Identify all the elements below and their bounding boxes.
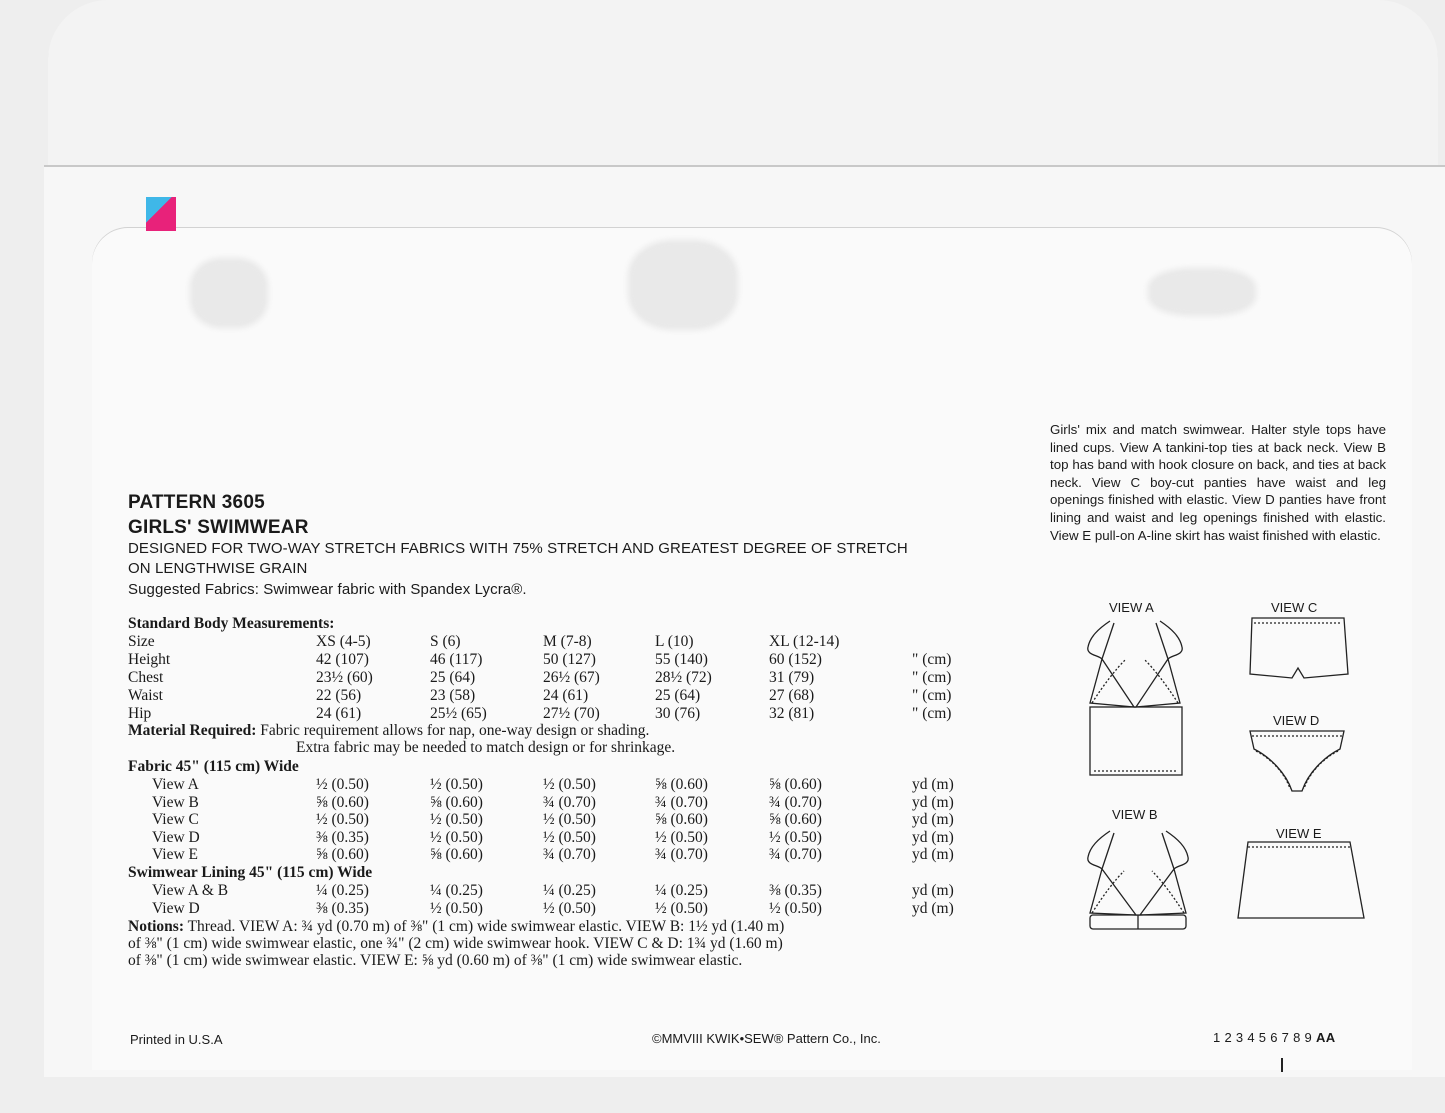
table-cell: 23 (58)	[430, 687, 476, 704]
material-title: Material Required:	[128, 722, 257, 739]
view-d-label: VIEW D	[1273, 713, 1320, 728]
table-cell: ⅝ (0.60)	[655, 776, 708, 793]
table-cell: ½ (0.50)	[543, 900, 596, 917]
table-cell: ½ (0.50)	[316, 776, 369, 793]
pattern-description: Girls' mix and match swimwear. Halter style tops have lined cups. View A tankini-top ties at back neck. View B top has band with hook closure on back, and ties at back neck. View C boy-cut panties have waist and leg openings finished with elastic. View D panties have front lining and waist and leg openings finished with elastic. View E pull-on A-line skirt has waist finished with elastic.	[1050, 422, 1386, 543]
view-a-tankini-sketch	[1080, 615, 1190, 785]
table-cell: ½ (0.50)	[655, 828, 708, 846]
fabric-title: Fabric 45" (115 cm) Wide	[128, 758, 299, 775]
table-cell: ¾ (0.70)	[543, 793, 596, 811]
view-e-skirt-sketch	[1234, 838, 1368, 924]
table-cell: 25 (64)	[655, 687, 701, 704]
table-cell: 50 (127)	[543, 651, 596, 668]
print-code-digits: 1 2 3 4 5 6 7 8 9	[1213, 1030, 1313, 1045]
designed-line-2: ON LENGTHWISE GRAIN	[128, 560, 308, 577]
table-cell: 60 (152)	[769, 651, 822, 668]
table-cell: ⅝ (0.60)	[316, 846, 369, 864]
view-c-shorts-sketch	[1246, 612, 1350, 684]
printed-in: Printed in U.S.A	[130, 1032, 223, 1047]
table-cell: 55 (140)	[655, 651, 708, 668]
table-cell: ½ (0.50)	[543, 828, 596, 846]
table-cell: 27½ (70)	[543, 705, 600, 722]
notions-line-2: of ⅜" (1 cm) wide swimwear elastic, one ¾" (2 cm) wide swimwear hook. VIEW C & D: 1¾ yd (1.60 m)	[128, 935, 783, 952]
unit-label: yd (m)	[912, 900, 954, 917]
row-label: View B	[152, 793, 199, 811]
glue-smudge	[628, 240, 738, 330]
table-cell: ⅝ (0.60)	[430, 846, 483, 864]
row-label: View D	[152, 828, 200, 846]
glue-smudge	[190, 258, 268, 328]
table-cell: L (10)	[655, 633, 694, 650]
table-cell: 27 (68)	[769, 687, 815, 704]
row-label: View E	[152, 846, 198, 864]
unit-label: " (cm)	[912, 705, 952, 722]
view-d-panties-sketch	[1246, 727, 1348, 799]
envelope-top-flap	[48, 0, 1438, 170]
table-cell: ⅝ (0.60)	[430, 793, 483, 811]
view-b-label: VIEW B	[1112, 807, 1158, 822]
notions-title: Notions:	[128, 918, 184, 935]
unit-label: " (cm)	[912, 651, 952, 668]
measurements-title: Standard Body Measurements:	[128, 615, 335, 632]
table-cell: 42 (107)	[316, 651, 369, 668]
table-cell: S (6)	[430, 633, 461, 650]
unit-label: yd (m)	[912, 828, 954, 846]
print-run-code	[1213, 1030, 1335, 1045]
row-label: Height	[128, 651, 171, 668]
pattern-number: PATTERN 3605	[128, 492, 265, 513]
copyright: ©MMVIII KWIK•SEW® Pattern Co., Inc.	[652, 1031, 881, 1046]
table-cell: ¼ (0.25)	[316, 882, 369, 899]
table-cell: ½ (0.50)	[430, 776, 483, 793]
print-code-tick	[1281, 1058, 1283, 1072]
lining-title: Swimwear Lining 45" (115 cm) Wide	[128, 864, 373, 881]
table-cell: 25½ (65)	[430, 705, 487, 722]
material-line-1: Fabric requirement allows for nap, one-way design or shading.	[260, 722, 650, 739]
table-cell: XS (4-5)	[316, 633, 371, 650]
table-cell: 24 (61)	[543, 687, 589, 704]
table-cell: M (7-8)	[543, 633, 592, 650]
table-cell: ¼ (0.25)	[430, 882, 483, 899]
unit-label: yd (m)	[912, 793, 954, 811]
table-cell: ½ (0.50)	[655, 900, 708, 917]
designed-line-1: DESIGNED FOR TWO-WAY STRETCH FABRICS WITH 75% STRETCH AND GREATEST DEGREE OF STRETCH	[128, 540, 908, 557]
color-registration-mark	[146, 197, 176, 231]
table-cell: ¾ (0.70)	[769, 846, 822, 864]
unit-label: " (cm)	[912, 687, 952, 704]
table-cell: ½ (0.50)	[543, 776, 596, 793]
table-cell: ½ (0.50)	[543, 811, 596, 829]
table-cell: 32 (81)	[769, 705, 815, 722]
table-cell: ½ (0.50)	[316, 811, 369, 829]
row-label: Size	[128, 633, 155, 650]
table-cell: ½ (0.50)	[769, 828, 822, 846]
unit-label: yd (m)	[912, 776, 954, 793]
unit-label: yd (m)	[912, 811, 954, 829]
table-cell: ¾ (0.70)	[769, 793, 822, 811]
table-cell: ⅝ (0.60)	[769, 811, 822, 829]
suggested-fabrics: Suggested Fabrics: Swimwear fabric with Spandex Lycra®.	[128, 581, 527, 598]
row-label: Hip	[128, 705, 152, 722]
table-cell: 22 (56)	[316, 687, 362, 704]
table-cell: 31 (79)	[769, 669, 815, 686]
row-label: View A & B	[152, 882, 229, 899]
table-cell: ⅝ (0.60)	[316, 793, 369, 811]
unit-label: yd (m)	[912, 882, 954, 899]
row-label: Waist	[128, 687, 163, 704]
table-cell: ⅜ (0.35)	[769, 882, 822, 899]
table-cell: 24 (61)	[316, 705, 362, 722]
table-cell: XL (12-14)	[769, 633, 840, 650]
table-cell: 23½ (60)	[316, 669, 373, 686]
table-cell: ½ (0.50)	[430, 811, 483, 829]
table-cell: ⅝ (0.60)	[769, 776, 822, 793]
print-code-suffix: AA	[1316, 1030, 1336, 1045]
row-label: View A	[152, 776, 199, 793]
table-cell: ½ (0.50)	[430, 900, 483, 917]
unit-label: " (cm)	[912, 669, 952, 686]
table-cell: 46 (117)	[430, 651, 483, 668]
table-cell: 25 (64)	[430, 669, 476, 686]
row-label: Chest	[128, 669, 164, 686]
table-cell: ½ (0.50)	[430, 828, 483, 846]
table-cell: ¾ (0.70)	[655, 793, 708, 811]
unit-label: yd (m)	[912, 846, 954, 864]
notions-line-1	[128, 918, 784, 936]
view-c-label: VIEW C	[1271, 600, 1318, 615]
table-cell: ¼ (0.25)	[655, 882, 708, 899]
table-cell: ¾ (0.70)	[543, 846, 596, 864]
notions-text-1: Thread. VIEW A: ¾ yd (0.70 m) of ⅜" (1 cm) wide swimwear elastic. VIEW B: 1½ yd (1.40 m)	[187, 918, 785, 935]
notions-line-3: of ⅜" (1 cm) wide swimwear elastic. VIEW E: ⅝ yd (0.60 m) of ⅜" (1 cm) wide swimwear elastic.	[128, 952, 743, 969]
view-a-label: VIEW A	[1109, 600, 1154, 615]
material-required	[128, 722, 649, 740]
row-label: View C	[152, 811, 199, 829]
table-cell: ¾ (0.70)	[655, 846, 708, 864]
table-cell: 26½ (67)	[543, 669, 600, 686]
row-label: View D	[152, 900, 200, 917]
table-cell: ½ (0.50)	[769, 900, 822, 917]
table-cell: 30 (76)	[655, 705, 701, 722]
view-e-label: VIEW E	[1276, 826, 1322, 841]
table-cell: 28½ (72)	[655, 669, 712, 686]
glue-smudge	[1148, 268, 1256, 316]
table-cell: ⅜ (0.35)	[316, 828, 369, 846]
view-b-bikini-top-sketch	[1082, 827, 1194, 941]
pattern-name: GIRLS' SWIMWEAR	[128, 517, 309, 538]
table-cell: ⅜ (0.35)	[316, 900, 369, 917]
table-cell: ⅝ (0.60)	[655, 811, 708, 829]
material-line-2: Extra fabric may be needed to match design or for shrinkage.	[296, 739, 676, 756]
table-cell: ¼ (0.25)	[543, 882, 596, 899]
